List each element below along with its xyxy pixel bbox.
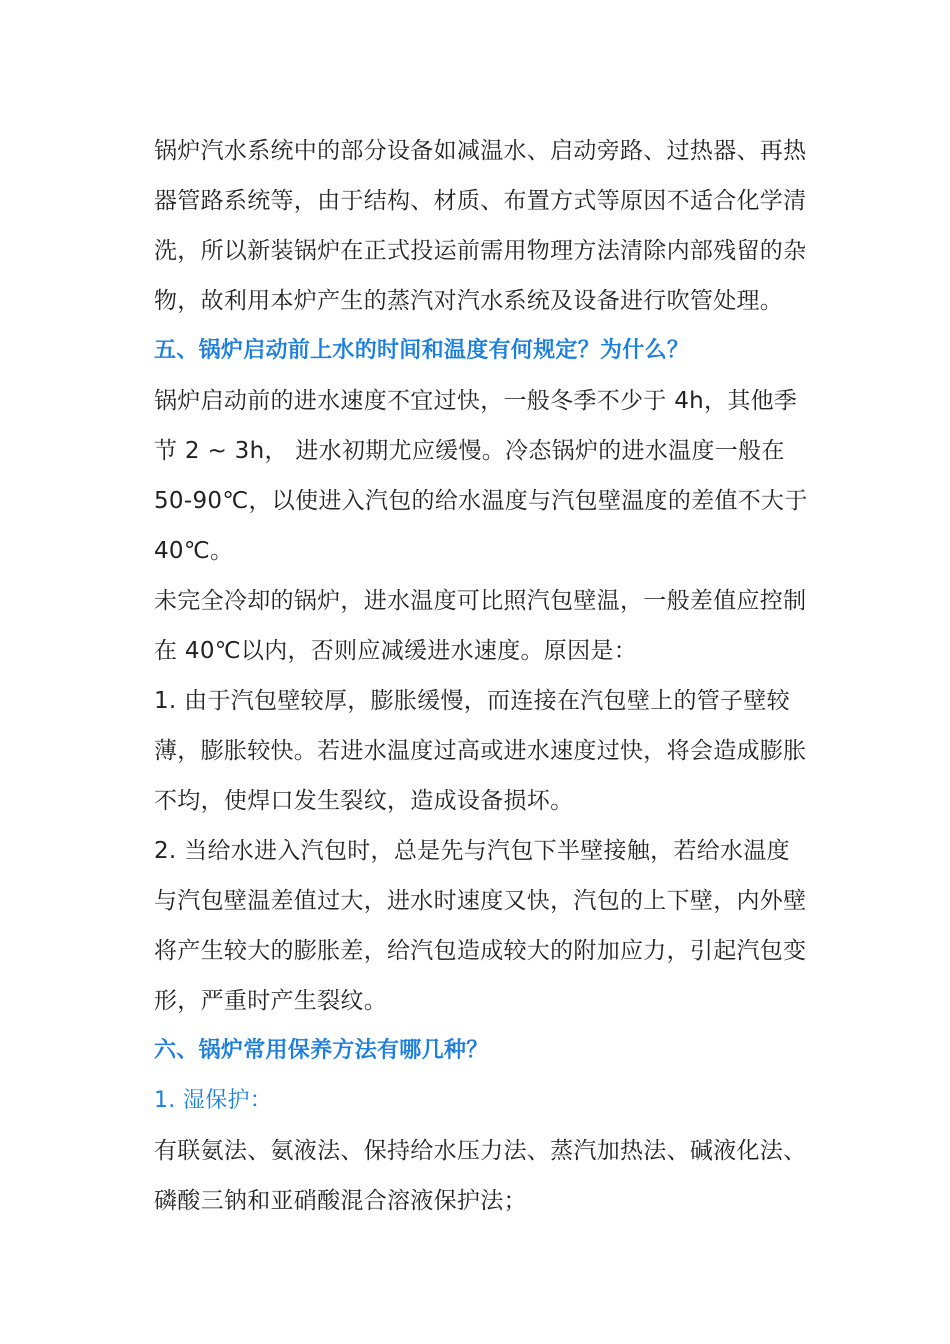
text-line: 形，严重时产生裂纹。 [154,988,387,1014]
paragraph-not-cooled-boiler [154,576,807,676]
text-line: 将产生较大的膨胀差，给汽包造成较大的附加应力，引起汽包变 [154,938,807,964]
text-line: 节 2 ~ 3h， 进水初期尤应缓慢。冷态锅炉的进水温度一般在 [154,438,785,464]
paragraph-blowing-pipes [154,126,807,326]
text-line: 不均，使焊口发生裂纹，造成设备损坏。 [154,788,574,814]
text-line: 2. 当给水进入汽包时，总是先与汽包下半壁接触，若给水温度 [154,838,790,864]
text-line: 器管路系统等，由于结构、材质、布置方式等原因不适合化学清 [154,188,807,214]
text-line: 锅炉汽水系统中的部分设备如减温水、启动旁路、过热器、再热 [154,138,807,164]
text-line: 薄，膨胀较快。若进水温度过高或进水速度过快，将会造成膨胀 [154,738,807,764]
text-line: 与汽包壁温差值过大，进水时速度又快，汽包的上下壁，内外壁 [154,888,807,914]
text-line: 磷酸三钠和亚硝酸混合溶液保护法； [154,1188,527,1214]
text-line: 1. 由于汽包壁较厚，膨胀缓慢，而连接在汽包壁上的管子壁较 [154,688,790,714]
text-line: 未完全冷却的锅炉，进水温度可比照汽包壁温，一般差值应控制 [154,588,807,614]
text-line: 锅炉启动前的进水速度不宜过快，一般冬季不少于 4h，其他季 [154,388,798,414]
section-heading-5: 五、锅炉启动前上水的时间和温度有何规定？为什么？ [154,338,690,363]
text-line: 洗，所以新装锅炉在正式投运前需用物理方法清除内部残留的杂 [154,238,807,264]
text-line: 在 40℃以内，否则应减缓进水速度。原因是： [154,638,638,664]
paragraph-water-filling [154,376,808,576]
document-page [154,126,808,1226]
reason-item-1 [154,676,807,826]
text-line: 40℃。 [154,538,234,564]
reason-item-2 [154,826,807,1026]
subheading-wet-protection: 1. 湿保护： [154,1088,273,1113]
text-line: 50-90℃，以使进入汽包的给水温度与汽包壁温度的差值不大于 [154,488,808,514]
text-line: 有联氨法、氨液法、保持给水压力法、蒸汽加热法、碱液化法、 [154,1138,807,1164]
section-heading-6: 六、锅炉常用保养方法有哪几种？ [154,1038,489,1063]
text-line: 物，故利用本炉产生的蒸汽对汽水系统及设备进行吹管处理。 [154,288,784,314]
paragraph-wet-protection-methods [154,1126,807,1226]
